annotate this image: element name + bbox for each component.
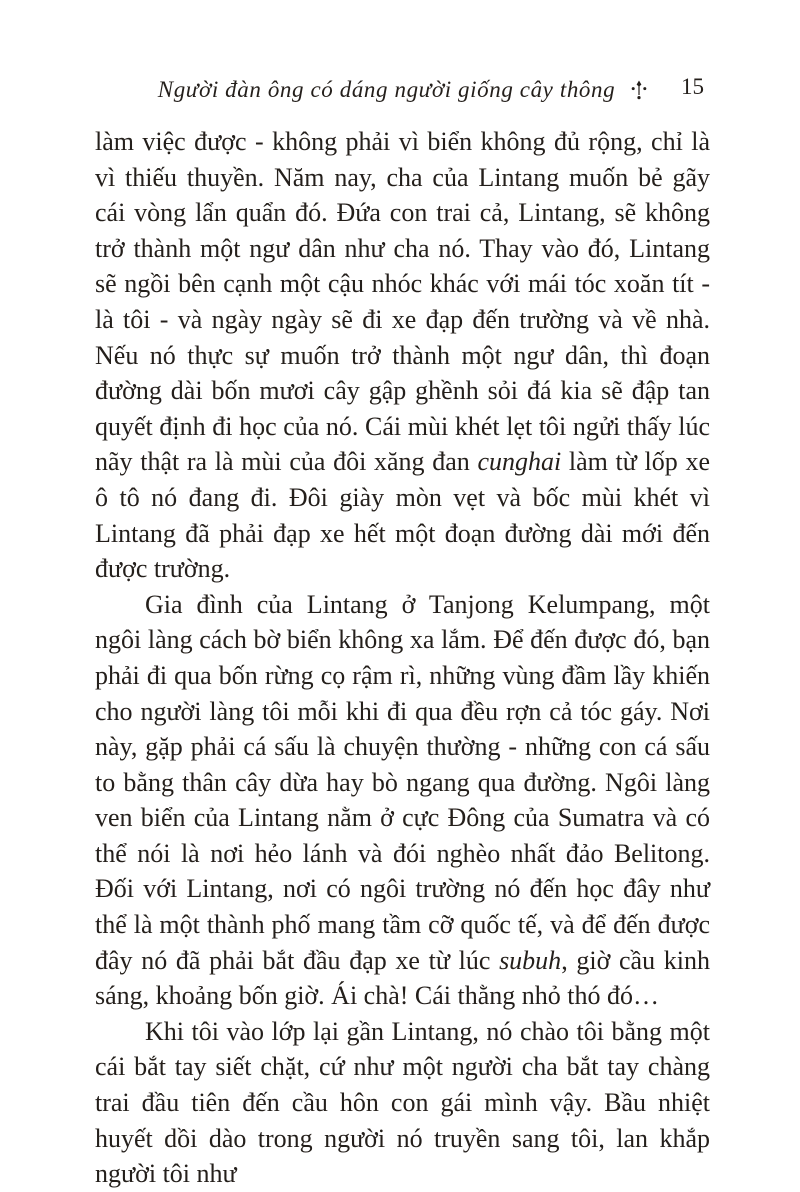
running-head-title: Người đàn ông có dáng người giống cây thông xyxy=(157,77,616,102)
body-text xyxy=(95,124,710,1192)
cross-fleuron-icon xyxy=(631,80,647,100)
page-header xyxy=(95,70,710,110)
paragraph xyxy=(95,587,710,1014)
page-number: 15 xyxy=(681,74,704,99)
text-segment: Gia đình của Lintang ở Tanjong Kelumpang, một ngôi làng cách bờ biển không xa lắm. Để đến được đó, bạn phải đi qua bốn rừng cọ rậm rì, những vùng đầm lầy khiến cho người làng tôi mỗi khi đi qua đều rợn cả tóc gáy. Nơi này, gặp phải cá sấu là chuyện thường - những con cá sấu to bằng thân cây dừa hay bò ngang qua đường. Ngôi làng ven biển của Lintang nằm ở cực Đông của Sumatra và có thể nói là nơi hẻo lánh và đói nghèo nhất đảo Belitong. Đối với Lintang, nơi có ngôi trường nó đến học đây như thể là một thành phố mang tầm cỡ quốc tế, và để đến được đây nó đã phải bắt đầu đạp xe từ lúc xyxy=(95,589,710,975)
paragraph xyxy=(95,1014,710,1192)
text-segment: , giờ cầu kinh sáng, khoảng bốn giờ. Ái chà! Cái thằng nhỏ thó đó… xyxy=(95,945,710,1011)
text-segment: làm từ lốp xe ô tô nó đang đi. Đôi giày mòn vẹt và bốc mùi khét vì Lintang đã phải đạp xe hết một đoạn đường dài mới đến được trường. xyxy=(95,447,710,584)
text-segment: làm việc được - không phải vì biển không đủ rộng, chỉ là vì thiếu thuyền. Năm nay, cha của Lintang muốn bẻ gãy cái vòng lẩn quẩn đó. Đứa con trai cả, Lintang, sẽ không trở thành một ngư dân như cha nó. Thay vào đó, Lintang sẽ ngồi bên cạnh một cậu nhóc khác với mái tóc xoăn tít - là tôi - và ngày ngày sẽ đi xe đạp đến trường và về nhà. Nếu nó thực sự muốn trở thành một ngư dân, thì đoạn đường dài bốn mươi cây gập ghềnh sỏi đá kia sẽ đập tan quyết định đi học của nó. Cái mùi khét lẹt tôi ngửi thấy lúc nãy thật ra là mùi của đôi xăng đan xyxy=(95,127,710,477)
text-segment: Khi tôi vào lớp lại gần Lintang, nó chào tôi bằng một cái bắt tay siết chặt, cứ như một người cha bắt tay chàng trai đầu tiên đến cầu hôn con gái mình vậy. Bầu nhiệt huyết dồi dào trong người nó truyền sang tôi, lan khắp người tôi như xyxy=(95,1016,710,1189)
italic-term: cunghai xyxy=(477,447,562,477)
paragraph xyxy=(95,124,710,587)
italic-term: subuh xyxy=(499,945,562,975)
